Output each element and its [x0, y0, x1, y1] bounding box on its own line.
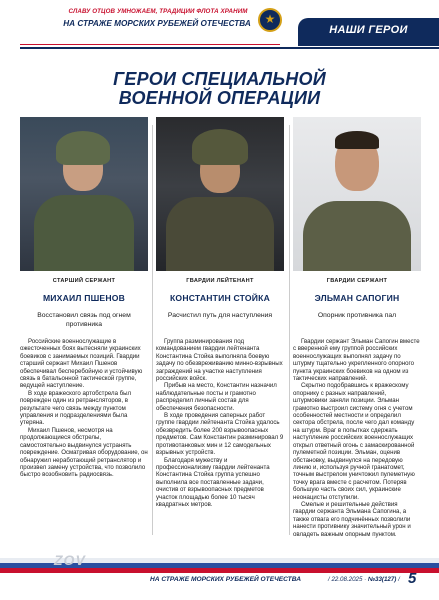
hero-story [156, 338, 284, 508]
story-paragraph: Благодаря мужеству и профессионализму гвардии лейтенанта Константина Стойка группа успешно выполнила все поставленные задачи, очистив от взрывоопасных предметов участок площадью более 10 тысяч квадратных метров. [156, 456, 270, 508]
footer-date: / 22.08.2025 · [328, 576, 367, 583]
footer-issue [328, 576, 400, 583]
hero-name: КОНСТАНТИН СТОЙКА [169, 293, 270, 303]
hero-column-pshenov [20, 117, 148, 557]
hero-rank: ГВАРДИИ ЛЕЙТЕНАНТ [186, 278, 254, 284]
header-tagline: СЛАВУ ОТЦОВ УМНОЖАЕМ, ТРАДИЦИИ ФЛОТА ХРАНИМ [68, 8, 248, 15]
footer-issue-tail: / [398, 576, 400, 583]
hero-feat: Восстановил связь под огнем противника [37, 312, 131, 328]
section-tab [298, 18, 439, 46]
story-paragraph: В ходе вражеского артобстрела был поврежден один из ретрансляторов, в результате чего связь между пунктом управления и подразделениями была утеряна. [20, 389, 132, 427]
column-divider [152, 125, 153, 535]
header-rule-red [20, 44, 280, 45]
zov-watermark: ZOV [54, 552, 86, 568]
hero-column-sapogin [293, 117, 421, 557]
footer-paper-title: НА СТРАЖЕ МОРСКИХ РУБЕЖЕЙ ОТЕЧЕСТВА [150, 576, 301, 583]
story-paragraph: Гвардии сержант Эльман Сапогин вместе с вверенной ему группой российских военнослужащих выполнял задачу по штурму тщательно укрепленного опорного пункта украинских боевиков на одном из тактических направлений. [293, 338, 420, 383]
hero-photo [156, 117, 284, 271]
headline-line-2: ВОЕННОЙ ОПЕРАЦИИ [118, 88, 321, 108]
hero-rank: СТАРШИЙ СЕРЖАНТ [52, 278, 116, 284]
hero-feat: Расчистил путь для наступления [167, 312, 273, 319]
hero-name: ЭЛЬМАН САПОГИН [314, 293, 400, 303]
story-paragraph: В ходе проведения саперных работ группе гвардии лейтенанта Стойка удалось обезвредить более 200 взрывоопасных предметов. Сам Константин разминировал 9 противотанковых мин и 12 самодельных взрывных устройств. [156, 412, 284, 457]
story-paragraph: Смелые и решительные действия гвардии сержанта Эльмана Сапогина, а также отвага его подчинённых позволили нанести противнику значительный урон и овладеть важным опорным пунктом. [293, 500, 411, 538]
hero-column-stoyka [156, 117, 284, 557]
story-paragraph: Группа разминирования под командованием гвардии лейтенанта Константина Стойка выполняла боевую задачу по обезвреживанию минно-взрывных заграждений на участке наступления российских войск. [156, 338, 283, 383]
story-paragraph: Михаил Пшенов, несмотря на продолжающиеся обстрелы, самостоятельно выдвинулся устранять повреждение. Осматривая оборудование, он обнаружил неработающий ретранслятор и произвел замену устройства, что позволило быстро возобновить радиосвязь. [20, 426, 148, 479]
hero-feat: Опорник противника пал [317, 312, 397, 319]
footer-issue-number: №33(127) [367, 576, 397, 583]
header-rule [20, 47, 439, 49]
hero-photo [293, 117, 421, 271]
header-paper-title: НА СТРАЖЕ МОРСКИХ РУБЕЖЕЙ ОТЕЧЕСТВА [63, 19, 251, 28]
article-headline [0, 70, 439, 108]
page-footer [0, 572, 439, 600]
story-paragraph: Скрытно подобравшись к вражескому опорнику с разных направлений, штурмовики заняли позиции. Эльман грамотно выстроил систему огня с учетом особенностей местности и определил сектора обстрела, после чего дал команду на штурм. Враг в попытках сдержать наступление российских военнослужащих открыл ответный огонь с замаскированной пулеметной позиции. Эльман, оценив обстановку, выдвинулся на передовую линию и, используя ручной гранатомет, точным выстрелом уничтожил пулеметную точку врага вместе с расчетом. Потеряв большую часть своих сил, украинские неонацисты отступили. [293, 382, 415, 501]
hero-story [293, 338, 421, 538]
column-divider [289, 125, 290, 535]
hero-name: МИХАИЛ ПШЕНОВ [42, 293, 126, 303]
story-paragraph: Российские военнослужащие в ожесточенных боях вытесняли украинских боевиков с занимаемых позиций. Гвардии старший сержант Михаил Пшенов обеспечивал бесперебойную и устойчивую связь в батальонной тактической группе, ведущей наступление. [20, 338, 143, 390]
page-number: 5 [408, 570, 417, 587]
navy-emblem-icon [258, 8, 282, 32]
hero-photo [20, 117, 148, 271]
page-header [0, 0, 439, 52]
hero-rank: ГВАРДИИ СЕРЖАНТ [326, 278, 388, 284]
hero-story [20, 338, 148, 479]
story-paragraph: Прибыв на место, Константин назначил наблюдательные посты и грамотно распределил личный состав для обеспечения безопасности. [156, 382, 277, 412]
section-title: НАШИ ГЕРОИ [329, 24, 408, 36]
headline-line-1: ГЕРОИ СПЕЦИАЛЬНОЙ [113, 69, 326, 89]
